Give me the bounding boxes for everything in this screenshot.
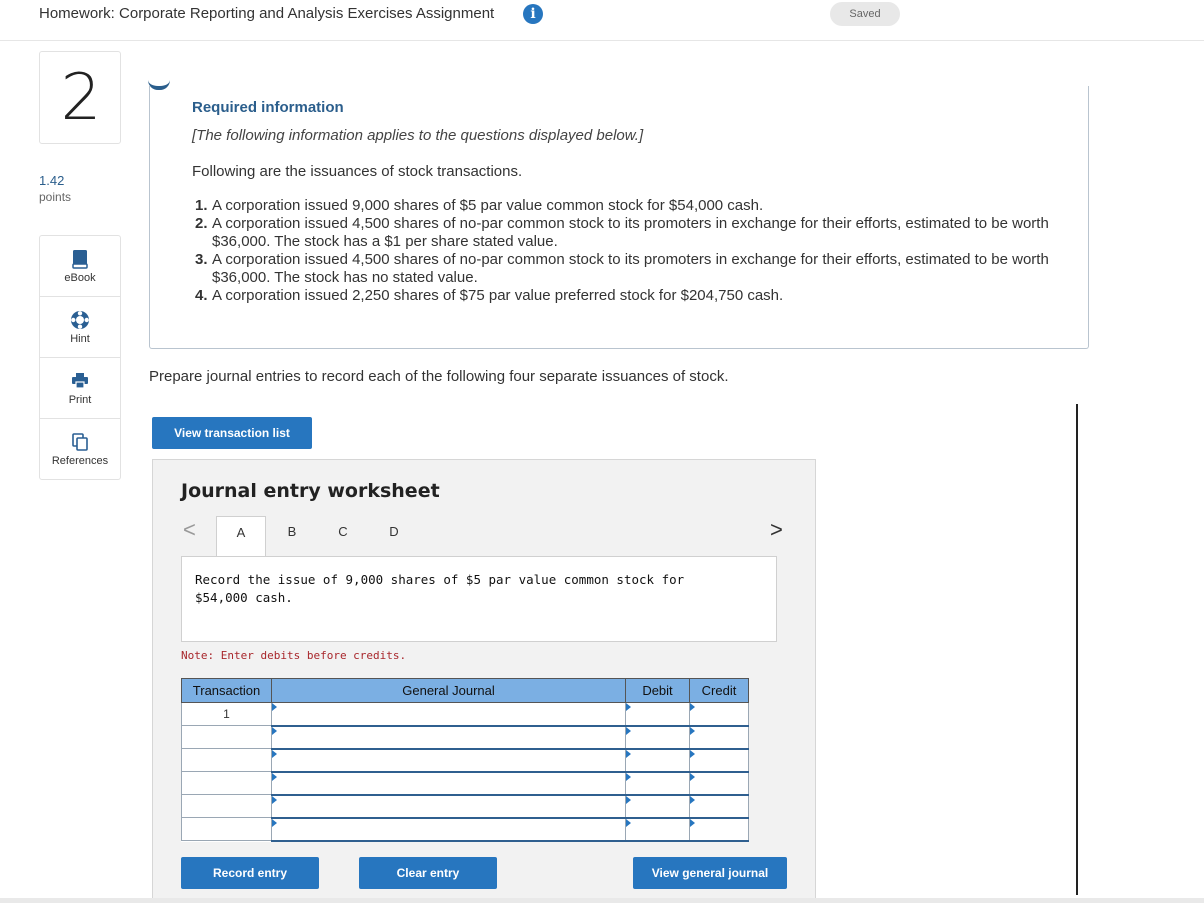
table-row (182, 772, 749, 795)
question-prompt: Prepare journal entries to record each of the following four separate issuances of stock. (149, 368, 729, 385)
copy-icon (70, 432, 90, 452)
credit-input[interactable] (690, 749, 749, 772)
debit-input[interactable] (626, 818, 690, 841)
info-icon[interactable]: i (523, 4, 543, 24)
required-information-subtitle: [The following information applies to the questions displayed below.] (192, 127, 644, 144)
ebook-label: eBook (64, 272, 96, 284)
printer-icon (70, 371, 90, 391)
list-item (195, 251, 1055, 287)
transactions-list (195, 197, 1055, 305)
question-number: 2 (60, 61, 102, 135)
hint-button[interactable] (40, 297, 120, 358)
general-journal-input[interactable] (272, 818, 626, 841)
debit-input[interactable] (626, 749, 690, 772)
print-button[interactable] (40, 358, 120, 419)
entry-description: Record the issue of 9,000 shares of $5 par value common stock for $54,000 cash. (195, 572, 685, 605)
worksheet-title: Journal entry worksheet (181, 480, 440, 502)
transaction-cell (182, 749, 272, 772)
table-row (182, 703, 749, 726)
list-item (195, 215, 1055, 251)
transactions-intro: Following are the issuances of stock transactions. (192, 163, 523, 180)
transaction-cell (182, 818, 272, 841)
tab-d[interactable]: D (389, 524, 399, 539)
credit-input[interactable] (690, 703, 749, 726)
bottom-border (0, 898, 1204, 903)
lifebuoy-icon (70, 310, 90, 330)
table-row (182, 795, 749, 818)
record-entry-button[interactable]: Record entry (181, 857, 319, 889)
next-tab-chevron-icon[interactable]: > (770, 517, 783, 542)
table-row (182, 749, 749, 772)
credit-input[interactable] (690, 795, 749, 818)
tab-b[interactable]: B (287, 524, 297, 539)
list-item-text: A corporation issued 2,250 shares of $75 par value preferred stock for $204,750 cash. (212, 287, 784, 304)
print-label: Print (68, 394, 92, 406)
column-header-credit: Credit (690, 679, 749, 703)
points-value: 1.42 (39, 173, 65, 188)
references-button[interactable] (40, 419, 120, 480)
question-number-box (39, 51, 121, 144)
tab-a[interactable]: A (216, 516, 266, 557)
list-item-text: A corporation issued 4,500 shares of no-par common stock to its promoters in exchange for their efforts, estimated to be worth $36,000. The stock has a $1 per share stated value. (212, 215, 1049, 250)
book-icon (70, 249, 90, 269)
column-divider (1076, 404, 1078, 895)
assignment-title: Homework: Corporate Reporting and Analysis Exercises Assignment (39, 5, 495, 22)
list-item-number: 1. (195, 197, 208, 214)
transaction-cell (182, 795, 272, 818)
credit-input[interactable] (690, 818, 749, 841)
transaction-cell (182, 726, 272, 749)
column-header-debit: Debit (626, 679, 690, 703)
debit-input[interactable] (626, 703, 690, 726)
table-row (182, 726, 749, 749)
hint-label: Hint (70, 333, 90, 345)
list-item-number: 4. (195, 287, 208, 304)
required-information-title: Required information (192, 99, 344, 116)
list-item-text: A corporation issued 9,000 shares of $5 par value common stock for $54,000 cash. (212, 197, 764, 214)
general-journal-input[interactable] (272, 726, 626, 749)
list-item-number: 3. (195, 251, 208, 268)
transaction-cell: 1 (182, 703, 272, 726)
view-transaction-list-button[interactable]: View transaction list (152, 417, 312, 449)
column-header-transaction: Transaction (182, 679, 272, 703)
column-header-general-journal: General Journal (272, 679, 626, 703)
tab-c[interactable]: C (338, 524, 348, 539)
list-item-text: A corporation issued 4,500 shares of no-par common stock to its promoters in exchange for their efforts, estimated to be worth $36,000. The stock has no stated value. (212, 251, 1049, 286)
debits-credits-note: Note: Enter debits before credits. (181, 649, 407, 662)
clear-entry-button[interactable]: Clear entry (359, 857, 497, 889)
debit-input[interactable] (626, 795, 690, 818)
general-journal-input[interactable] (272, 703, 626, 726)
ebook-button[interactable] (40, 236, 120, 297)
list-item (195, 287, 1055, 305)
saved-status-badge: Saved (830, 2, 900, 26)
tools-panel (39, 235, 121, 480)
credit-input[interactable] (690, 726, 749, 749)
debit-input[interactable] (626, 726, 690, 749)
general-journal-input[interactable] (272, 772, 626, 795)
table-row (182, 818, 749, 841)
general-journal-input[interactable] (272, 795, 626, 818)
list-item-number: 2. (195, 215, 208, 232)
previous-tab-chevron-icon[interactable]: < (183, 517, 196, 542)
debit-input[interactable] (626, 772, 690, 795)
journal-table (181, 678, 749, 842)
top-bar (0, 0, 1204, 41)
general-journal-input[interactable] (272, 749, 626, 772)
credit-input[interactable] (690, 772, 749, 795)
references-label: References (51, 455, 109, 467)
points-label: points (39, 190, 72, 204)
view-general-journal-button[interactable]: View general journal (633, 857, 787, 889)
list-item (195, 197, 1055, 215)
transaction-cell (182, 772, 272, 795)
